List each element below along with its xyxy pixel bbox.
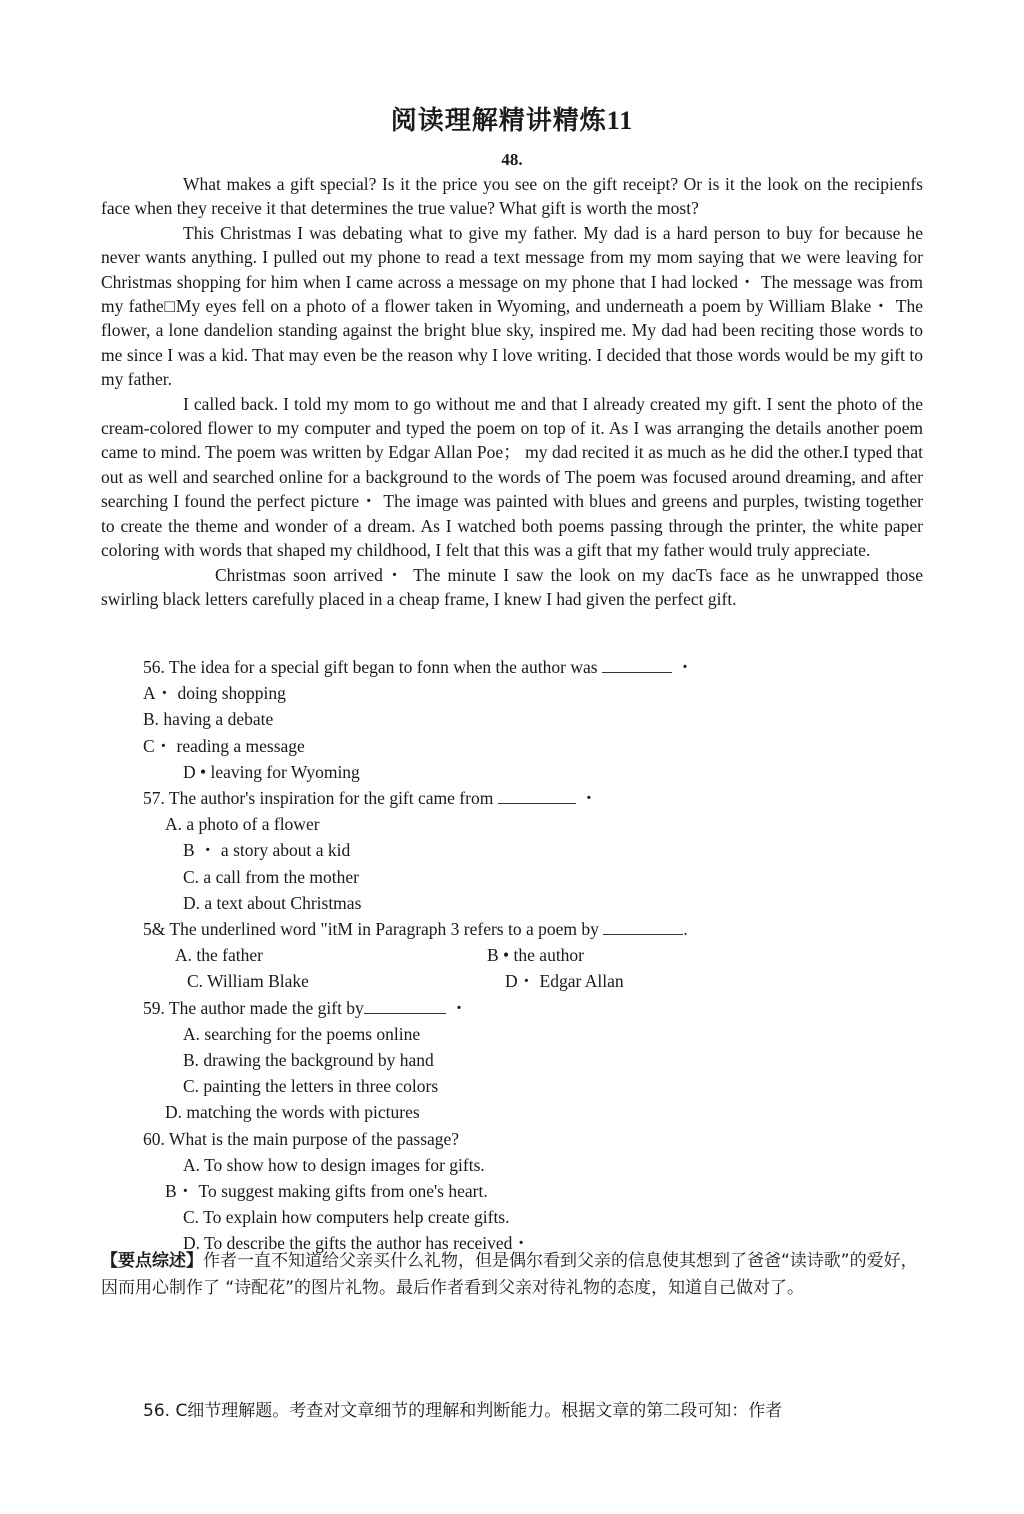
question-56-stem: 56. The idea for a special gift began to fonn when the author was xyxy=(143,657,598,677)
option-56-c: C・ reading a message xyxy=(143,735,305,756)
question-56-end: ・ xyxy=(676,657,694,677)
options-58-row-1 xyxy=(101,942,923,968)
passage-paragraph-2: This Christmas I was debating what to give my father. My dad is a hard person to buy for because he never wants anything. I pulled out my phone to read a text message from my mom saying that we were leaving for Christmas shopping for him when I came across a message on my phone that I had locked・ The message was from my fathe□My eyes fell on a photo of a flower taken in Wyoming, and underneath a poem by William Blake・ The flower, a lone dandelion standing against the bright blue sky, inspired me. My dad had been reciting those words to me since I was a kid. That may even be the reason why I love writing. I decided that those words would be my gift to my father. xyxy=(101,222,923,390)
passage-paragraph-1: What makes a gift special? Is it the price you see on the gift receipt? Or is it the look on the recipienfs face when they receive it that determines the true value? What gift is worth the most? xyxy=(101,174,923,219)
option-58-c: C. William Blake xyxy=(187,971,309,992)
answer-blank xyxy=(498,787,576,804)
question-59-stem: 59. The author made the gift by xyxy=(143,997,364,1018)
option-58-b: B • the author xyxy=(487,945,585,966)
answer-blank xyxy=(364,997,446,1014)
question-57 xyxy=(101,785,923,811)
options-58-row-2 xyxy=(101,968,923,994)
option-60-a: A. To show how to design images for gifts. xyxy=(183,1154,485,1175)
passage-paragraph-4: Christmas soon arrived・ The minute I saw the look on my dacTs face as he unwrapped those swirling black letters carefully placed in a cheap frame, I knew I had given the perfect gift. xyxy=(101,564,923,609)
summary-tag: 【要点综述】 xyxy=(101,1251,203,1271)
reading-passage xyxy=(101,172,923,611)
question-58-stem: 5& The underlined word "itM in Paragraph 3 refers to a poem by xyxy=(143,919,599,940)
option-59-b: B. drawing the background by hand xyxy=(183,1050,434,1071)
option-57-a: A. a photo of a flower xyxy=(165,814,320,835)
key-points-summary xyxy=(101,1248,923,1302)
question-58-end: . xyxy=(683,919,688,940)
option-60-c: C. To explain how computers help create gifts. xyxy=(183,1207,510,1228)
answer-blank xyxy=(603,918,683,935)
answer-explanation-56: 56. C细节理解题。考查对文章细节的理解和判断能力。根据文章的第二段可知：作者 xyxy=(143,1401,783,1421)
document-title: 阅读理解精讲精炼11 xyxy=(390,106,634,135)
option-60-b: B・ To suggest making gifts from one's heart. xyxy=(165,1181,488,1202)
question-58 xyxy=(101,916,923,942)
question-number: 48. xyxy=(501,150,523,169)
question-59-end: ・ xyxy=(450,997,468,1018)
question-59 xyxy=(101,995,923,1021)
summary-text: 作者一直不知道给父亲买什么礼物，但是偶尔看到父亲的信息使其想到了爸爸“读诗歌”的爱好，因而用心制作了 “诗配花”的图片礼物。最后作者看到父亲对待礼物的态度，知道自己做对了。 xyxy=(101,1251,918,1298)
option-56-d: D • leaving for Wyoming xyxy=(183,761,360,782)
option-57-b: B ・ a story about a kid xyxy=(183,840,351,861)
question-56 xyxy=(101,654,923,680)
option-59-a: A. searching for the poems online xyxy=(183,1023,421,1044)
question-60: 60. What is the main purpose of the passage? xyxy=(143,1128,460,1149)
option-58-a: A. the father xyxy=(175,945,263,966)
question-57-end: ・ xyxy=(580,788,598,809)
option-58-d: D・ Edgar Allan xyxy=(505,971,624,992)
option-56-b: B. having a debate xyxy=(143,709,274,730)
answer-blank xyxy=(602,656,672,673)
question-57-stem: 57. The author's inspiration for the gift came from xyxy=(143,788,494,809)
option-60-d: D. To describe the gifts the author has received・ xyxy=(183,1233,530,1254)
option-59-c: C. painting the letters in three colors xyxy=(183,1076,439,1097)
question-list xyxy=(101,654,923,1257)
passage-paragraph-3: I called back. I told my mom to go without me and that I already created my gift. I sent the photo of the cream-colored flower to my computer and typed the poem on top of it. As I was arranging the details another poem came to mind. The poem was written by Edgar Allan Poe； my dad recited it as much as he did the other.I typed that out as well and searched online for a background to the words of The poem was focused around dreaming, and after searching I found the perfect picture・ The image was painted with blues and greens and purples, twisting together to create the theme and wonder of a dream. As I watched both poems passing through the printer, the white paper coloring with words that shaped my childhood, I felt that this was a gift that my father would truly appreciate. xyxy=(101,393,923,561)
option-57-d: D. a text about Christmas xyxy=(183,892,362,913)
option-57-c: C. a call from the mother xyxy=(183,866,359,887)
option-59-d: D. matching the words with pictures xyxy=(165,1102,420,1123)
option-56-a: A・ doing shopping xyxy=(143,683,286,704)
